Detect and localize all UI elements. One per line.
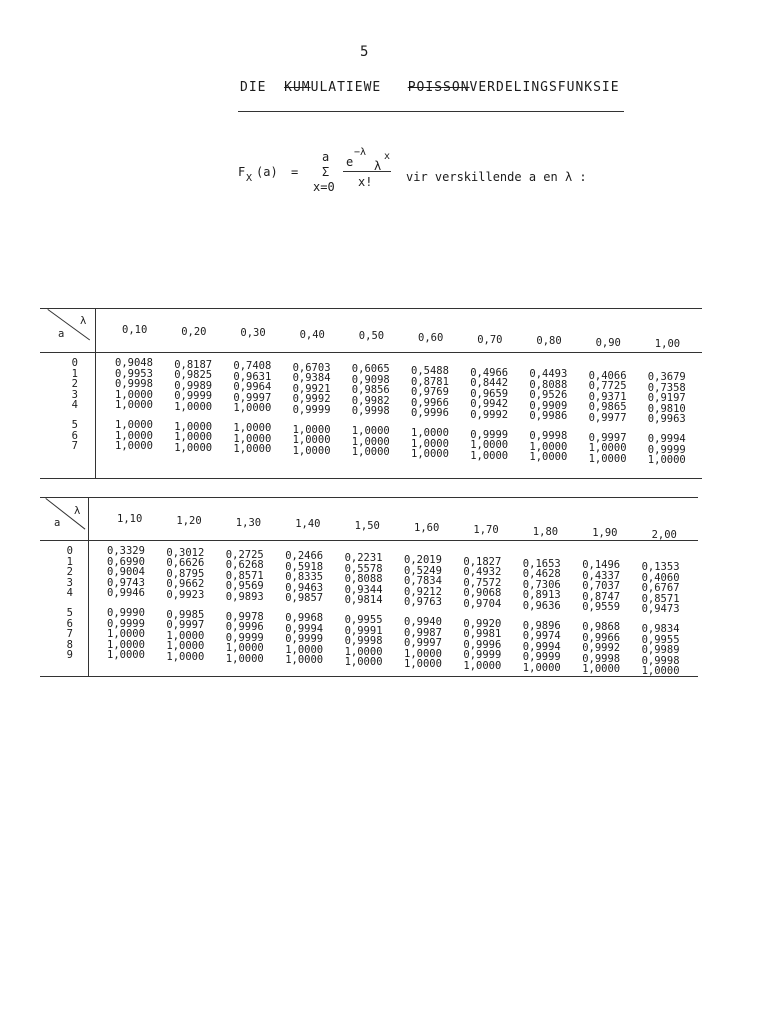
table1-column-3-upper: 0,6703 0,9384 0,9921 0,9992 0,9999	[292, 361, 331, 416]
page-number: 5	[360, 44, 369, 60]
table1-column-6-lower: 0,9999 1,0000 1,0000	[470, 428, 509, 462]
formula-numerator-e: e	[346, 155, 354, 169]
table1-column-5-lower: 1,0000 1,0000 1,0000	[411, 427, 449, 460]
table1-column-2-upper: 0,7408 0,9631 0,9964 0,9997 1,0000	[233, 360, 272, 415]
table2-header-7: 1,80	[532, 525, 559, 538]
table2-header-3: 1,40	[295, 518, 321, 531]
table1-header-1: 0,20	[181, 325, 207, 338]
table2-header-1: 1,20	[176, 514, 202, 527]
table1-header-8: 0,90	[595, 336, 621, 349]
table2-column-8-upper: 0,1496 0,4337 0,7037 0,8747 0,9559	[582, 559, 621, 614]
table1-header-5: 0,60	[418, 332, 444, 344]
formula-f: F	[238, 165, 246, 179]
table2-column-7-lower: 0,9896 0,9974 0,9994 0,9999 1,0000	[522, 619, 561, 674]
table1-column-3-lower: 1,0000 1,0000 1,0000	[292, 423, 331, 457]
table1-header-4: 0,50	[358, 330, 385, 343]
page-title	[240, 80, 620, 95]
title-die: DIE	[240, 80, 267, 95]
table2-column-4-upper: 0,2231 0,5578 0,8088 0,9344 0,9814	[344, 552, 383, 607]
title-kumu-struck: KUM	[284, 80, 311, 95]
table2-header-4: 1,50	[354, 520, 380, 533]
table1-column-4-upper: 0,6065 0,9098 0,9856 0,9982 0,9998	[351, 363, 390, 418]
table2-column-0-upper: 0,3329 0,6990 0,9004 0,9743 0,9946	[107, 545, 145, 599]
table2-header-8: 1,90	[592, 527, 618, 540]
table1-header-0: 0,10	[122, 324, 148, 336]
table2-header-rule	[40, 540, 698, 541]
table1-header-rule	[40, 352, 702, 353]
formula-equals: =	[291, 165, 299, 179]
table2-corner-lambda: λ	[74, 505, 81, 517]
table1-row-label-divider	[95, 308, 96, 478]
formula-tail: vir verskillende a en λ :	[406, 170, 587, 184]
table1-column-1-upper: 0,8187 0,9825 0,9989 0,9999 1,0000	[174, 358, 213, 413]
table1-column-8-upper: 0,4066 0,7725 0,9371 0,9865 0,9977	[588, 369, 627, 424]
table1-column-9-upper: 0,3679 0,7358 0,9197 0,9810 0,9963	[647, 371, 686, 426]
table2-header-0: 1,10	[117, 513, 143, 525]
table2-header-2: 1,30	[235, 516, 262, 529]
table2-column-5-lower: 0,9940 0,9987 0,9997 1,0000 1,0000	[404, 616, 442, 670]
table1-corner-lambda: λ	[80, 315, 87, 327]
table2-top-rule	[40, 497, 698, 498]
table2-column-9-upper: 0,1353 0,4060 0,6767 0,8571 0,9473	[641, 561, 680, 616]
table2-column-8-lower: 0,9868 0,9966 0,9992 0,9998 1,0000	[582, 621, 621, 676]
formula-sum-bottom: x=0	[313, 180, 335, 194]
table2-column-3-lower: 0,9968 0,9994 0,9999 1,0000 1,0000	[285, 612, 324, 667]
formula-sum-symbol: Σ	[322, 165, 330, 179]
table1-column-6-upper: 0,4966 0,8442 0,9659 0,9942 0,9992	[470, 366, 509, 421]
table1-header-2: 0,30	[240, 327, 266, 340]
formula-numerator-exp: −λ	[354, 147, 367, 158]
formula-arg: (a)	[256, 165, 278, 179]
table1-column-7-upper: 0,4493 0,8088 0,9526 0,9909 0,9986	[529, 368, 568, 423]
table1-column-9-lower: 0,9994 0,9999 1,0000	[647, 433, 686, 467]
table2-bottom-rule	[40, 676, 698, 677]
table1-column-0-upper: 0,9048 0,9953 0,9998 1,0000 1,0000	[115, 357, 153, 411]
table2-corner-a: a	[54, 517, 61, 529]
table2-header-6: 1,70	[473, 523, 499, 536]
table2-row-label-divider	[88, 497, 89, 676]
table1-bottom-rule	[40, 478, 702, 479]
table1-row-labels-top: 0 1 2 3 4	[71, 357, 78, 411]
title-underline	[238, 111, 624, 112]
table1-header-3: 0,40	[299, 328, 325, 341]
table1-column-5-upper: 0,5488 0,8781 0,9769 0,9966 0,9996	[411, 365, 449, 419]
table1-column-2-lower: 1,0000 1,0000 1,0000	[233, 422, 272, 456]
table2-header-5: 1,60	[414, 522, 440, 534]
table2-row-labels-top: 0 1 2 3 4	[66, 545, 73, 599]
table2-column-1-lower: 0,9985 0,9997 1,0000 1,0000 1,0000	[166, 608, 205, 663]
table2-column-2-upper: 0,2725 0,6268 0,8571 0,9569 0,9893	[225, 548, 264, 603]
table1-top-rule	[40, 308, 702, 309]
table1-header-7: 0,80	[536, 335, 562, 348]
formula-denominator: x!	[358, 175, 373, 189]
table1-header-9: 1,00	[654, 338, 681, 351]
table2-column-4-lower: 0,9955 0,9991 0,9998 1,0000 1,0000	[344, 614, 383, 669]
table2-column-2-lower: 0,9978 0,9996 0,9999 1,0000 1,0000	[225, 610, 264, 665]
table1-column-8-lower: 0,9997 1,0000 1,0000	[588, 431, 627, 465]
table1-column-1-lower: 1,0000 1,0000 1,0000	[174, 420, 213, 454]
table2-column-6-lower: 0,9920 0,9981 0,9996 0,9999 1,0000	[463, 617, 502, 672]
title-kumu-rest: ULATIEWE	[310, 80, 382, 95]
title-poisson-rest: VERDELINGSFUNKSIE	[469, 80, 620, 95]
table1-corner-a: a	[58, 328, 65, 340]
table1-column-4-lower: 1,0000 1,0000 1,0000	[351, 425, 390, 459]
table2-column-0-lower: 0,9990 0,9999 1,0000 1,0000 1,0000	[107, 607, 145, 661]
formula-sum-top: a	[322, 150, 330, 164]
formula-numerator-lambda: λ	[374, 159, 382, 173]
formula-fraction-line	[343, 171, 391, 172]
table2-column-9-lower: 0,9834 0,9955 0,9989 0,9998 1,0000	[641, 623, 680, 678]
formula-sub-x: X	[246, 173, 253, 184]
table1-column-7-lower: 0,9998 1,0000 1,0000	[529, 430, 568, 464]
table2-row-labels-bottom: 5 6 7 8 9	[66, 607, 73, 661]
table1-row-labels-bottom: 5 6 7	[71, 419, 78, 452]
table1-column-0-lower: 1,0000 1,0000 1,0000	[115, 419, 153, 452]
table2-header-9: 2,00	[651, 529, 677, 542]
table2-column-3-upper: 0,2466 0,5918 0,8335 0,9463 0,9857	[285, 550, 324, 605]
table2-column-1-upper: 0,3012 0,6626 0,8795 0,9662 0,9923	[166, 546, 205, 601]
table2-column-5-upper: 0,2019 0,5249 0,7834 0,9212 0,9763	[404, 554, 442, 608]
title-poisson-struck: POISSON	[407, 80, 470, 95]
table2-column-7-upper: 0,1653 0,4628 0,7306 0,8913 0,9636	[522, 557, 561, 612]
table1-header-6: 0,70	[477, 333, 503, 346]
formula-numerator-lambda-exp: x	[384, 151, 391, 162]
table2-column-6-upper: 0,1827 0,4932 0,7572 0,9068 0,9704	[463, 555, 502, 610]
